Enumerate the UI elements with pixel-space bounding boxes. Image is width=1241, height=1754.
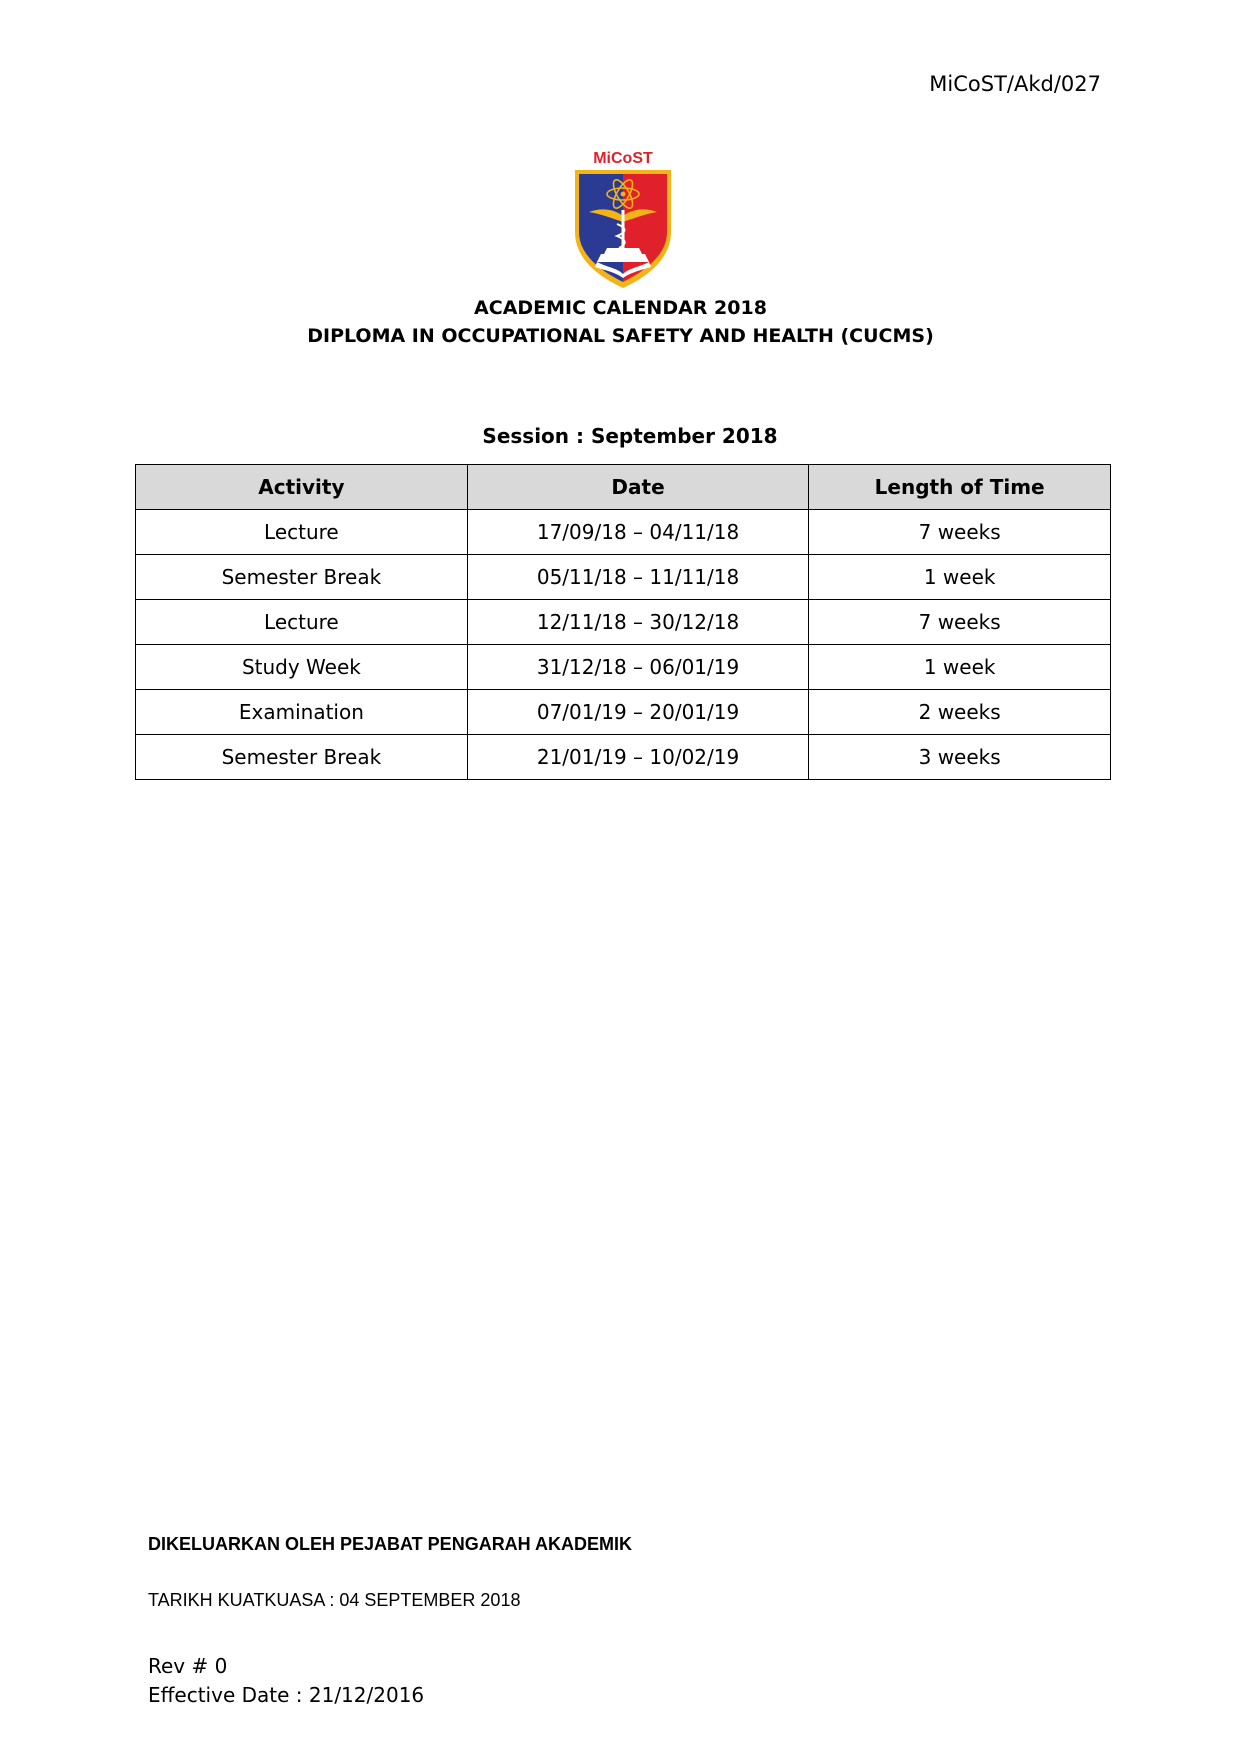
cell-date: 12/11/18 – 30/12/18 bbox=[467, 600, 809, 645]
cell-date: 05/11/18 – 11/11/18 bbox=[467, 555, 809, 600]
effective-date-local: TARIKH KUATKUASA : 04 SEPTEMBER 2018 bbox=[148, 1590, 521, 1610]
table-row bbox=[136, 735, 1111, 780]
effective-date: Effective Date : 21/12/2016 bbox=[148, 1683, 425, 1707]
cell-length: 2 weeks bbox=[809, 690, 1111, 735]
table-row bbox=[136, 645, 1111, 690]
cell-activity: Semester Break bbox=[136, 735, 468, 780]
revision-number: Rev # 0 bbox=[148, 1654, 228, 1678]
cell-date: 21/01/19 – 10/02/19 bbox=[467, 735, 809, 780]
cell-date: 07/01/19 – 20/01/19 bbox=[467, 690, 809, 735]
cell-length: 7 weeks bbox=[809, 600, 1111, 645]
title-line-programme: DIPLOMA IN OCCUPATIONAL SAFETY AND HEALTH (CUCMS) bbox=[307, 325, 934, 347]
cell-length: 7 weeks bbox=[809, 510, 1111, 555]
table-row bbox=[136, 690, 1111, 735]
header-activity: Activity bbox=[136, 465, 468, 510]
academic-calendar-table bbox=[135, 464, 1111, 780]
document-title bbox=[0, 294, 1241, 350]
session-label: Session : September 2018 bbox=[482, 424, 778, 448]
cell-activity: Lecture bbox=[136, 600, 468, 645]
header-date: Date bbox=[467, 465, 809, 510]
micost-logo bbox=[571, 150, 675, 290]
document-reference: MiCoST/Akd/027 bbox=[929, 72, 1101, 96]
cell-length: 3 weeks bbox=[809, 735, 1111, 780]
cell-activity: Study Week bbox=[136, 645, 468, 690]
cell-activity: Lecture bbox=[136, 510, 468, 555]
revision-block bbox=[148, 1652, 424, 1710]
table-row bbox=[136, 510, 1111, 555]
cell-length: 1 week bbox=[809, 645, 1111, 690]
header-length: Length of Time bbox=[809, 465, 1111, 510]
logo-wordmark: MiCoST bbox=[593, 150, 653, 167]
cell-date: 31/12/18 – 06/01/19 bbox=[467, 645, 809, 690]
cell-length: 1 week bbox=[809, 555, 1111, 600]
issued-by-text: DIKELUARKAN OLEH PEJABAT PENGARAH AKADEMIK bbox=[148, 1534, 633, 1554]
table-header-row bbox=[136, 465, 1111, 510]
table-row bbox=[136, 555, 1111, 600]
cell-date: 17/09/18 – 04/11/18 bbox=[467, 510, 809, 555]
cell-activity: Semester Break bbox=[136, 555, 468, 600]
table-row bbox=[136, 600, 1111, 645]
cell-activity: Examination bbox=[136, 690, 468, 735]
title-line-calendar: ACADEMIC CALENDAR 2018 bbox=[474, 297, 767, 319]
